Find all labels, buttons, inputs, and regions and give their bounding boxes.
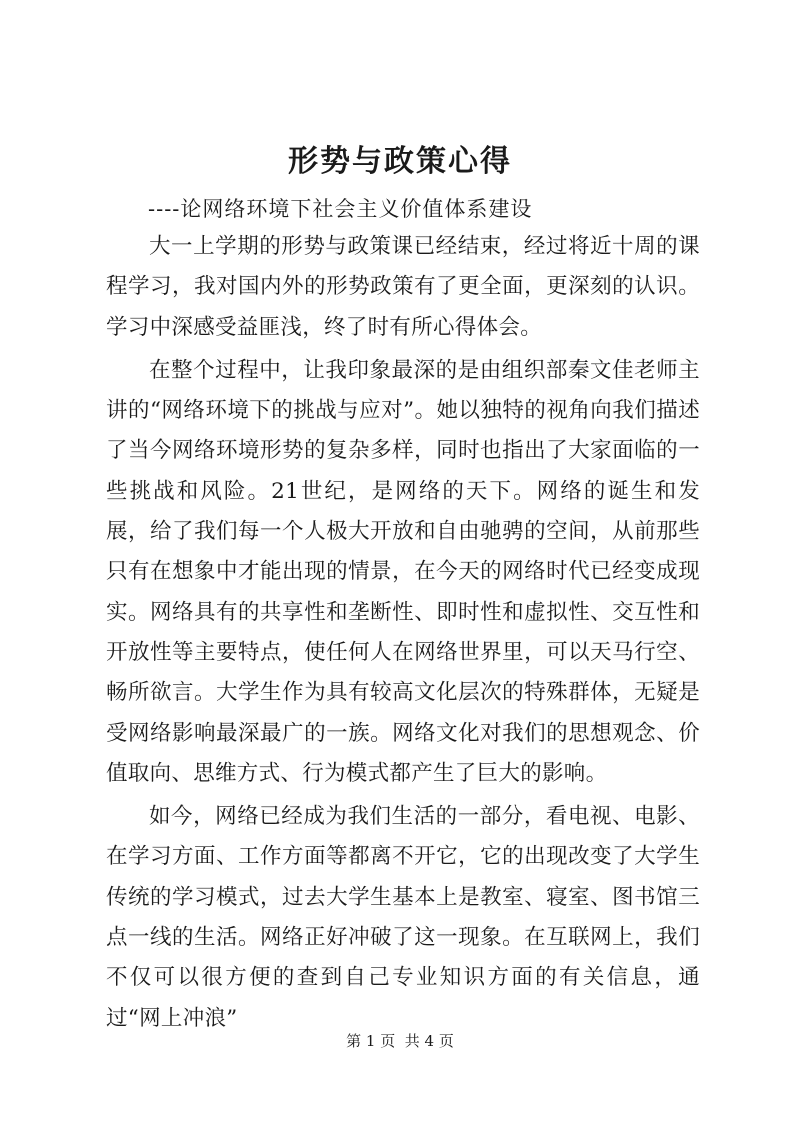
paragraph: 在整个过程中，让我印象最深的是由组织部秦文佳老师主讲的“网络环境下的挑战与应对”。她以独特的视角向我们描述了当今网络环境形势的复杂多样，同时也指出了大家面临的一些挑战和风险。21世纪，是网络的天下。网络的诞生和发展，给了我们每一个人极大开放和自由驰骋的空间，从前那些只有在想象中才能出现的情景，在今天的网络时代已经变成现实。网络具有的共享性和垄断性、即时性和虚拟性、交互性和开放性等主要特点，使任何人在网络世界里，可以天马行空、畅所欲言。大学生作为具有较高文化层次的特殊群体，无疑是受网络影响最深最广的一族。网络文化对我们的思想观念、价值取向、思维方式、行为模式都产生了巨大的影响。 bbox=[106, 357, 700, 786]
page-footer: 第 1 页 共 4 页 bbox=[346, 1032, 454, 1050]
document-title: 形势与政策心得 bbox=[288, 144, 512, 179]
document-body bbox=[106, 227, 700, 1042]
paragraph: 如今，网络已经成为我们生活的一部分，看电视、电影、在学习方面、工作方面等都离不开它，它的出现改变了大学生传统的学习模式，过去大学生基本上是教室、寝室、图书馆三点一线的生活。网络正好冲破了这一现象。在互联网上，我们不仅可以很方便的查到自己专业知识方面的有关信息，通过“网上冲浪” bbox=[106, 804, 700, 1031]
document-subtitle: ----论网络环境下社会主义价值体系建设 bbox=[148, 197, 533, 221]
paragraph: 大一上学期的形势与政策课已经结束，经过将近十周的课程学习，我对国内外的形势政策有了更全面，更深刻的认识。学习中深感受益匪浅，终了时有所心得体会。 bbox=[106, 234, 700, 340]
